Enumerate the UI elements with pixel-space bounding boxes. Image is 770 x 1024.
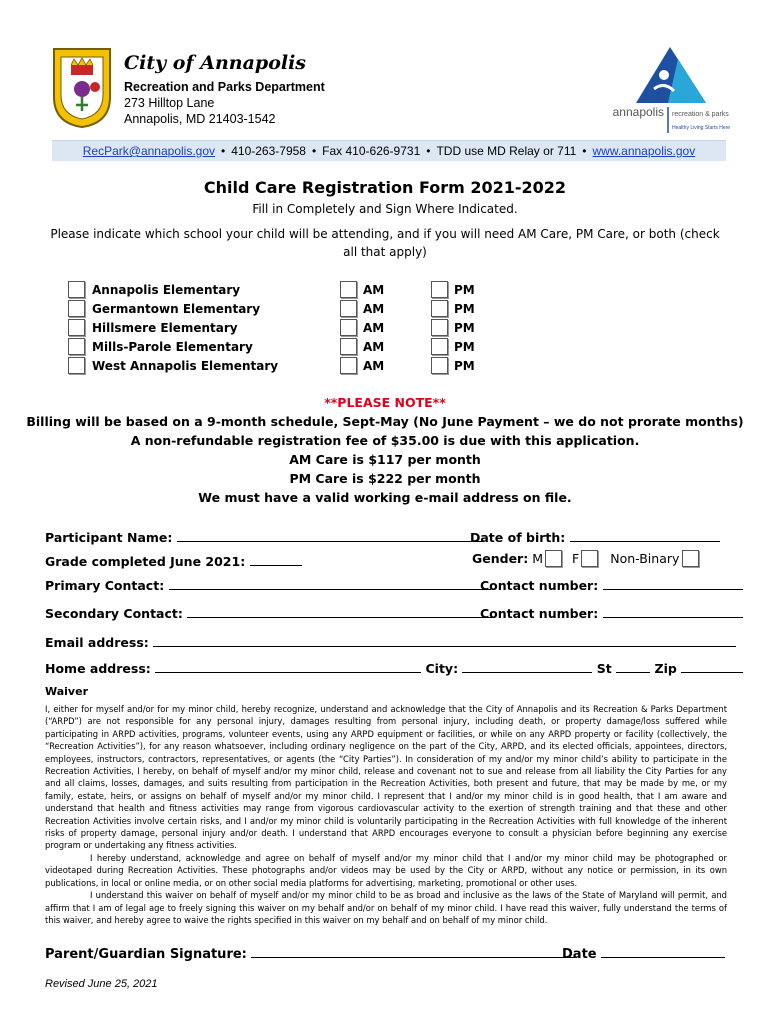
separator: •	[221, 144, 226, 158]
waiver-paragraph: I hereby understand, acknowledge and agree on behalf of myself and/or my minor child that I and/or my minor child may be photographed or videotaped during Recreation Activities. These photographs and/or videos may be used by the City or ARPD, without any notice or permission, in its own publications, in local or online media, or on other social media platforms for advertising, marketing, promotional or other uses.	[45, 852, 727, 888]
school-option-west-annapolis	[68, 356, 278, 375]
signature-date-input[interactable]	[601, 944, 725, 958]
fax-number: Fax 410-626-9731	[322, 144, 421, 158]
email-address-input[interactable]	[153, 633, 736, 647]
am-label: AM	[363, 358, 385, 373]
gender-f-checkbox[interactable]	[581, 550, 598, 567]
state-label: St	[596, 661, 612, 676]
am-checkbox[interactable]	[340, 357, 357, 374]
gender-f-label: F	[572, 551, 580, 566]
school-name: Mills-Parole Elementary	[92, 339, 253, 354]
school-option-germantown	[68, 299, 260, 318]
pm-checkbox[interactable]	[431, 300, 448, 317]
pm-option	[431, 337, 475, 356]
am-checkbox[interactable]	[340, 281, 357, 298]
am-option	[340, 299, 384, 318]
logo-word: annapolis	[612, 105, 664, 119]
am-checkbox[interactable]	[340, 300, 357, 317]
am-checkbox[interactable]	[340, 338, 357, 355]
city-input[interactable]	[462, 659, 592, 673]
email-link[interactable]: RecPark@annapolis.gov	[82, 144, 216, 158]
am-label: AM	[363, 320, 385, 335]
recreation-parks-logo	[608, 45, 731, 137]
signature-field	[45, 944, 575, 962]
gender-field	[472, 550, 699, 567]
pm-checkbox[interactable]	[431, 281, 448, 298]
home-address-field	[45, 659, 743, 676]
email-address-label: Email address:	[45, 635, 149, 650]
date-of-birth-input[interactable]	[570, 528, 720, 542]
participant-name-field	[45, 528, 483, 545]
email-address-field	[45, 633, 736, 650]
contact-number-2-field	[480, 604, 743, 621]
school-name: Annapolis Elementary	[92, 282, 241, 297]
pm-checkbox[interactable]	[431, 319, 448, 336]
school-checkbox[interactable]	[68, 319, 85, 336]
am-label: AM	[363, 339, 385, 354]
pm-option	[431, 280, 475, 299]
separator: •	[311, 144, 317, 158]
am-option	[340, 318, 384, 337]
separator: •	[426, 144, 431, 158]
address-line-2: Annapolis, MD 21403-1542	[124, 112, 276, 126]
city-label: City:	[425, 661, 459, 676]
date-of-birth-label: Date of birth:	[470, 530, 566, 545]
pm-checkbox[interactable]	[431, 357, 448, 374]
home-address-input[interactable]	[155, 659, 421, 673]
waiver-heading: Waiver	[45, 685, 88, 698]
school-checkbox[interactable]	[68, 357, 85, 374]
am-option	[340, 280, 384, 299]
contact-number-1-field	[480, 576, 743, 593]
city-seal	[50, 45, 114, 129]
school-checkbox[interactable]	[68, 338, 85, 355]
home-address-label: Home address:	[45, 661, 151, 676]
pm-checkbox[interactable]	[431, 338, 448, 355]
school-checkbox[interactable]	[68, 281, 85, 298]
participant-name-input[interactable]	[177, 528, 483, 542]
gender-m-label: M	[532, 551, 544, 566]
address-line-1: 273 Hilltop Lane	[124, 96, 215, 110]
separator: •	[582, 144, 587, 158]
pm-label: PM	[454, 339, 475, 354]
school-option-annapolis	[68, 280, 240, 299]
contact-number-1-input[interactable]	[603, 576, 743, 590]
school-checkbox[interactable]	[68, 300, 85, 317]
secondary-contact-label: Secondary Contact:	[45, 606, 183, 621]
form-title: Child Care Registration Form 2021-2022	[203, 178, 567, 197]
contact-number-label: Contact number:	[480, 578, 599, 593]
revision-date: Revised June 25, 2021	[45, 978, 158, 990]
zip-input[interactable]	[681, 659, 743, 673]
tdd-info: TDD use MD Relay or 711	[436, 144, 577, 158]
pm-option	[431, 299, 475, 318]
contact-number-label: Contact number:	[480, 606, 599, 621]
pm-label: PM	[454, 358, 475, 373]
website-link[interactable]: www.annapolis.gov	[592, 144, 696, 158]
waiver-text	[45, 703, 727, 926]
school-name: Hillsmere Elementary	[92, 320, 238, 335]
gender-label: Gender:	[472, 551, 529, 566]
gender-m-checkbox[interactable]	[545, 550, 562, 567]
am-care-price: AM Care is $117 per month	[289, 452, 481, 467]
grade-field	[45, 552, 302, 569]
am-label: AM	[363, 282, 385, 297]
department-name: Recreation and Parks Department	[124, 80, 325, 94]
am-option	[340, 356, 384, 375]
phone-number: 410-263-7958	[231, 144, 306, 158]
pm-care-price: PM Care is $222 per month	[289, 471, 481, 486]
pm-option	[431, 318, 475, 337]
city-title: City of Annapolis	[124, 52, 307, 74]
waiver-paragraph: I understand this waiver on behalf of myself and/or my minor child to be as broad and inclusive as the laws of the State of Maryland will permit, and affirm that I am of legal age to freely signing this waiver on my behalf and/or on behalf of my minor child. I have read this waiver, fully understand the terms of this waiver, and hereby agree to waive the rights specified in this waiver on my behalf and on behalf of my minor child.	[45, 890, 727, 925]
am-label: AM	[363, 301, 385, 316]
please-note-heading: **PLEASE NOTE**	[324, 395, 446, 410]
pm-option	[431, 356, 475, 375]
grade-label: Grade completed June 2021:	[45, 554, 246, 569]
grade-input[interactable]	[250, 552, 302, 566]
gender-nonbinary-checkbox[interactable]	[682, 550, 699, 567]
participant-name-label: Participant Name:	[45, 530, 173, 545]
primary-contact-field	[45, 576, 491, 593]
date-of-birth-field	[470, 528, 720, 545]
am-option	[340, 337, 384, 356]
form-subtitle: Fill in Completely and Sign Where Indicated.	[252, 202, 518, 216]
logo-tagline: Healthy Living Starts Here	[672, 125, 731, 131]
school-option-mills-parole	[68, 337, 253, 356]
primary-contact-label: Primary Contact:	[45, 578, 165, 593]
gender-nonbinary-label: Non-Binary	[610, 551, 680, 566]
primary-contact-input[interactable]	[169, 576, 491, 590]
logo-sub: recreation & parks	[672, 111, 729, 118]
signature-date-field	[562, 944, 725, 962]
waiver-paragraph: I, either for myself and/or for my minor child, hereby recognize, understand and acknowledge that the City of Annapolis and its Recreation & Parks Department (“ARPD”) are not responsible for any personal injury, damages resulting from personal injury, including death, or property damage/loss suffered while participating in ARPD activities, programs, volunteer events, using any ARPD equipment or facilities, or while on any ARPD property or facility (collectively, the “Recreation Activities”), for any reason whatsoever, including ordinary negligence on the part of the City, ARPD, and its elected officials, appointees, directors, employees, instructors, contractors, representatives, or agents (the “City Parties”). In consideration of my and/or my minor child’s ability to participate in the Recreation Activities, I hereby, on behalf of myself and/or my minor child, release and covenant not to sue and release from all liability the City Parties for any and all claims, losses, damages, and suits resulting from participation in the Recreation Activities, both present and future, that may be made by me, or my family, estate, heirs, or assigns on behalf of myself and/or my minor child. I represent that I and/or my minor child is in good health, that I am aware and understand that health and fitness activities may range from vigorous cardiovascular activity to the exertion of strength training and that these and other Recreation Activities involve certain risks, and I and/or my minor child is voluntarily participating in the Recreation Activities with full knowledge of the inherent risks of property damage, personal injury and/or death. I understand that ARPD encourages everyone to consult a physician before beginning any exercise program or undertaking any fitness activities.	[45, 704, 727, 851]
pm-label: PM	[454, 320, 475, 335]
pm-label: PM	[454, 301, 475, 316]
school-option-hillsmere	[68, 318, 238, 337]
signature-label: Parent/Guardian Signature:	[45, 947, 247, 962]
pm-label: PM	[454, 282, 475, 297]
registration-fee-note: A non-refundable registration fee of $35.00 is due with this application.	[130, 433, 640, 448]
signature-date-label: Date	[562, 947, 597, 962]
am-checkbox[interactable]	[340, 319, 357, 336]
contact-bar	[52, 140, 726, 161]
school-name: Germantown Elementary	[92, 301, 261, 316]
email-requirement-note: We must have a valid working e-mail address on file.	[198, 490, 572, 505]
school-instructions: Please indicate which school your child will be attending, and if you will need AM Care, PM Care, or both (check all that apply)	[50, 227, 720, 259]
secondary-contact-input[interactable]	[187, 604, 493, 618]
secondary-contact-field	[45, 604, 493, 621]
state-input[interactable]	[616, 659, 650, 673]
zip-label: Zip	[654, 661, 677, 676]
signature-input[interactable]	[251, 944, 575, 958]
billing-note: Billing will be based on a 9-month schedule, Sept-May (No June Payment – we do not prorate months)	[26, 414, 744, 429]
contact-number-2-input[interactable]	[603, 604, 743, 618]
school-name: West Annapolis Elementary	[92, 358, 279, 373]
